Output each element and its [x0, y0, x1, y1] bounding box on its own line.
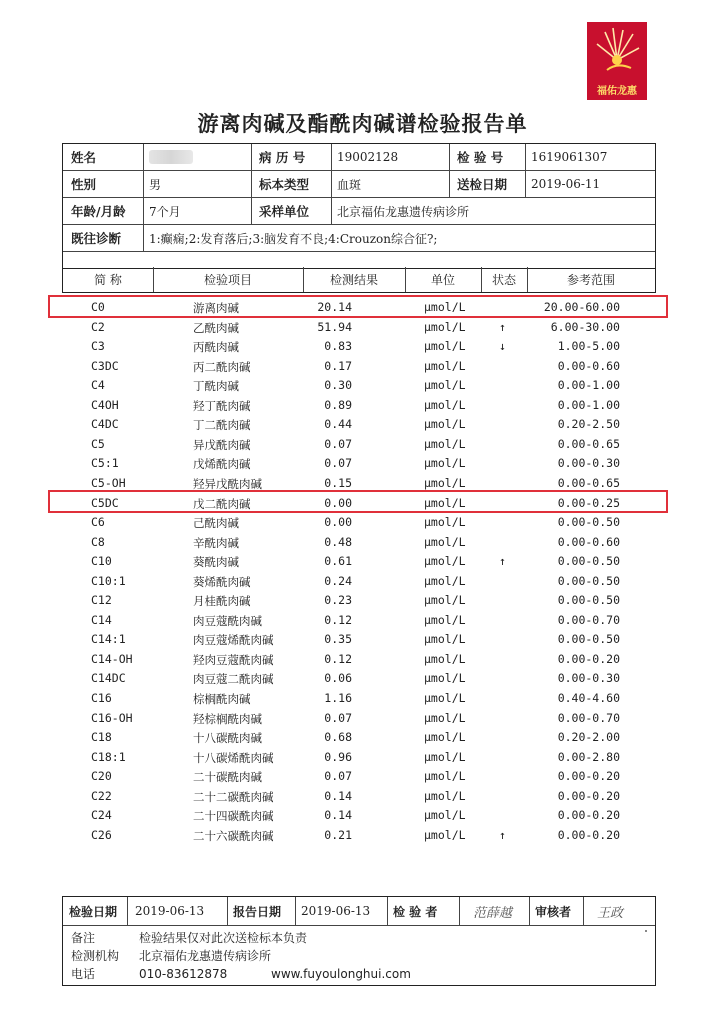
- org-line: [71, 947, 271, 964]
- sample-type-label: 标本类型: [259, 177, 310, 192]
- abbr-cell: C3: [91, 339, 105, 354]
- unit-cell: μmol/L: [424, 691, 466, 705]
- send-date-value: 2019-06-11: [531, 177, 601, 191]
- website: www.fuyoulonghui.com: [271, 967, 411, 981]
- result-row: [62, 533, 654, 553]
- highlight-box-c5dc: [48, 490, 668, 513]
- abbr-cell: C8: [91, 534, 105, 549]
- item-cell: 己酰肉碱: [193, 516, 239, 531]
- result-row: [62, 572, 654, 592]
- item-cell: 异戊酰肉碱: [193, 437, 251, 452]
- test-date-label: 检验日期: [69, 904, 118, 919]
- result-cell: 20.14: [317, 300, 352, 314]
- highlight-box-c0: [48, 295, 668, 318]
- report-title: 游离肉碱及酯酰肉碱谱检验报告单: [197, 112, 528, 136]
- item-cell: 月桂酰肉碱: [193, 594, 251, 609]
- record-value: 19002128: [337, 150, 399, 164]
- range-cell: 0.00-0.20: [557, 808, 620, 823]
- item-cell: 丙二酰肉碱: [193, 359, 251, 374]
- range-cell: 0.00-2.80: [557, 749, 620, 764]
- item-cell: 二十碳酰肉碱: [193, 770, 262, 785]
- range-cell: 0.20-2.50: [557, 417, 620, 432]
- abbr-cell: C6: [91, 515, 105, 530]
- item-cell: 丁酰肉碱: [193, 379, 239, 394]
- unit-value: 北京福佑龙惠遗传病诊所: [337, 204, 470, 219]
- sex-label: 性别: [71, 177, 97, 192]
- record-label: 病 历 号: [259, 150, 306, 165]
- item-cell: 棕榈酰肉碱: [193, 692, 251, 706]
- unit-cell: μmol/L: [424, 319, 466, 334]
- col-unit: 单位: [430, 273, 455, 287]
- results-column-header: [62, 267, 656, 293]
- result-cell: 0.30: [324, 378, 352, 393]
- abbr-cell: C5:1: [91, 456, 119, 471]
- result-row: [62, 650, 654, 670]
- abbr-cell: C5: [91, 436, 105, 451]
- result-row: [62, 513, 654, 533]
- unit-cell: μmol/L: [424, 769, 466, 784]
- result-row: [62, 611, 654, 631]
- info-row-1: [63, 144, 655, 171]
- unit-cell: μmol/L: [424, 651, 466, 666]
- test-no-value: 1619061307: [531, 150, 608, 164]
- report-date-label: 报告日期: [233, 904, 282, 919]
- item-cell: 丙酰肉碱: [193, 340, 239, 355]
- item-cell: 羟丁酰肉碱: [193, 398, 251, 413]
- unit-cell: μmol/L: [424, 456, 466, 471]
- range-cell: 6.00-30.00: [550, 319, 620, 334]
- result-row: [62, 767, 654, 787]
- phone-label: 电话: [71, 967, 96, 981]
- item-cell: 戊二酰肉碱: [193, 496, 251, 511]
- range-cell: 0.00-0.20: [557, 788, 620, 803]
- abbr-cell: C22: [91, 788, 112, 803]
- item-cell: 二十六碳酰肉碱: [193, 828, 274, 843]
- result-cell: 0.24: [324, 573, 352, 588]
- abbr-cell: C16: [91, 691, 112, 705]
- result-cell: 0.21: [324, 827, 352, 842]
- abbr-cell: C5DC: [91, 495, 119, 510]
- col-item: 检验项目: [203, 273, 252, 287]
- sample-type-value: 血斑: [337, 177, 362, 192]
- item-cell: 游离肉碱: [193, 301, 239, 315]
- send-date-label: 送检日期: [457, 177, 508, 192]
- result-cell: 0.96: [324, 749, 352, 764]
- unit-label: 采样单位: [259, 204, 310, 219]
- status-cell: ↑: [499, 319, 506, 334]
- range-cell: 20.00-60.00: [543, 300, 620, 314]
- logo-text: 福佑龙惠: [597, 86, 637, 97]
- item-cell: 肉豆蔻烯酰肉碱: [193, 633, 274, 648]
- result-row: [62, 376, 654, 396]
- result-row: [62, 709, 654, 729]
- result-cell: 0.07: [324, 456, 352, 471]
- result-cell: 0.89: [324, 397, 352, 412]
- abbr-cell: C26: [91, 827, 112, 842]
- result-row: [62, 826, 654, 846]
- item-cell: 肉豆蔻二酰肉碱: [193, 672, 274, 687]
- patient-info-table: [62, 143, 656, 269]
- reviewer-signature: 王政: [597, 905, 624, 921]
- range-cell: 0.00-0.65: [557, 475, 620, 490]
- result-row: [62, 748, 654, 768]
- result-cell: 0.44: [324, 417, 352, 432]
- unit-cell: μmol/L: [424, 436, 466, 451]
- diagnosis-value: 1:癫痫;2:发育落后;3:脑发育不良;4:Crouzon综合征?;: [149, 231, 438, 246]
- sex-value: 男: [149, 177, 162, 192]
- result-cell: 0.07: [324, 436, 352, 451]
- range-cell: 0.00-0.60: [557, 534, 620, 549]
- range-cell: 0.00-0.20: [557, 827, 620, 842]
- range-cell: 0.00-0.60: [557, 358, 620, 373]
- result-cell: 0.17: [324, 358, 352, 373]
- report-date-value: 2019-06-13: [301, 904, 371, 918]
- phone-value: 010-83612878: [139, 967, 228, 981]
- range-cell: 0.00-0.30: [557, 456, 620, 471]
- unit-cell: μmol/L: [424, 827, 466, 842]
- unit-cell: μmol/L: [424, 632, 466, 647]
- range-cell: 0.00-0.65: [557, 436, 620, 451]
- org-value: 北京福佑龙惠遗传病诊所: [139, 949, 272, 963]
- unit-cell: μmol/L: [424, 808, 466, 823]
- name-label: 姓名: [71, 150, 97, 165]
- abbr-cell: C24: [91, 808, 112, 823]
- range-cell: 0.00-0.20: [557, 651, 620, 666]
- result-row: [62, 689, 654, 709]
- item-cell: 乙酰肉碱: [193, 320, 239, 335]
- abbr-cell: C12: [91, 593, 112, 608]
- result-cell: 0.07: [324, 710, 352, 725]
- result-cell: 0.14: [324, 808, 352, 823]
- item-cell: 二十四碳酰肉碱: [193, 809, 274, 824]
- unit-cell: μmol/L: [424, 339, 466, 354]
- age-value: 7个月: [149, 204, 181, 219]
- col-range: 参考范围: [566, 273, 615, 287]
- result-row: [62, 357, 654, 377]
- unit-cell: μmol/L: [424, 358, 466, 373]
- range-cell: 0.40-4.60: [557, 691, 620, 705]
- result-row: [62, 630, 654, 650]
- clinic-logo: [587, 22, 647, 100]
- unit-cell: μmol/L: [424, 554, 466, 569]
- abbr-cell: C14DC: [91, 671, 126, 686]
- item-cell: 肉豆蔻酰肉碱: [193, 613, 262, 628]
- result-cell: 0.61: [324, 554, 352, 569]
- result-row: [62, 591, 654, 611]
- result-row: [62, 454, 654, 474]
- range-cell: 0.00-0.20: [557, 769, 620, 784]
- org-label: 检测机构: [71, 949, 120, 963]
- unit-cell: μmol/L: [424, 671, 466, 686]
- note-line: [71, 929, 307, 946]
- unit-cell: μmol/L: [424, 612, 466, 627]
- abbr-cell: C14:1: [91, 632, 126, 647]
- range-cell: 0.00-0.25: [557, 495, 620, 510]
- test-date-value: 2019-06-13: [135, 904, 205, 918]
- abbr-cell: C0: [91, 300, 105, 314]
- unit-cell: μmol/L: [424, 417, 466, 432]
- result-cell: 0.35: [324, 632, 352, 647]
- test-no-label: 检 验 号: [457, 150, 504, 165]
- info-row-4: [63, 225, 655, 252]
- result-cell: 0.06: [324, 671, 352, 686]
- unit-cell: μmol/L: [424, 593, 466, 608]
- range-cell: 0.00-0.30: [557, 671, 620, 686]
- abbr-cell: C4: [91, 378, 105, 393]
- result-row: [62, 396, 654, 416]
- item-cell: 葵烯酰肉碱: [193, 574, 251, 589]
- range-cell: 0.00-0.50: [557, 515, 620, 530]
- range-cell: 1.00-5.00: [557, 339, 620, 354]
- result-cell: 1.16: [324, 691, 352, 705]
- abbr-cell: C3DC: [91, 358, 119, 373]
- col-abbr: 简 称: [94, 273, 122, 287]
- info-row-3: [63, 198, 655, 225]
- col-result: 检测结果: [329, 273, 378, 287]
- abbr-cell: C5-OH: [91, 475, 126, 490]
- item-cell: 羟异戊酰肉碱: [193, 476, 262, 491]
- range-cell: 0.00-0.70: [557, 710, 620, 725]
- col-status: 状态: [491, 273, 516, 287]
- result-row: [62, 806, 654, 826]
- footer-sign-row: [63, 897, 655, 926]
- unit-cell: μmol/L: [424, 788, 466, 803]
- phone-line: [71, 965, 411, 982]
- name-value: [143, 144, 249, 170]
- item-cell: 丁二酰肉碱: [193, 418, 251, 433]
- range-cell: 0.00-0.50: [557, 573, 620, 588]
- range-cell: 0.00-1.00: [557, 397, 620, 412]
- unit-cell: μmol/L: [424, 300, 466, 314]
- result-cell: 0.00: [324, 515, 352, 530]
- abbr-cell: C10: [91, 554, 112, 569]
- status-cell: ↓: [499, 339, 506, 354]
- abbr-cell: C10:1: [91, 573, 126, 588]
- abbr-cell: C18: [91, 730, 112, 745]
- diagnosis-label: 既往诊断: [71, 231, 122, 246]
- result-cell: 0.48: [324, 534, 352, 549]
- unit-cell: μmol/L: [424, 749, 466, 764]
- item-cell: 羟肉豆蔻酰肉碱: [193, 652, 274, 667]
- item-cell: 辛酰肉碱: [193, 535, 239, 550]
- unit-cell: μmol/L: [424, 730, 466, 745]
- result-cell: 0.07: [324, 769, 352, 784]
- abbr-cell: C20: [91, 769, 112, 784]
- note-label: 备注: [71, 931, 96, 945]
- report-footer: [62, 896, 656, 986]
- flower-emblem-icon: [587, 22, 647, 82]
- result-row: [62, 435, 654, 455]
- tester-signature: 范薛越: [473, 905, 513, 921]
- result-row: [62, 415, 654, 435]
- scan-dot: [645, 930, 647, 932]
- item-cell: 戊烯酰肉碱: [193, 457, 251, 472]
- status-cell: ↑: [499, 827, 506, 842]
- abbr-cell: C16-OH: [91, 710, 133, 725]
- abbr-cell: C4OH: [91, 397, 119, 412]
- result-row: [62, 728, 654, 748]
- result-cell: 0.68: [324, 730, 352, 745]
- reviewer-label: 审核者: [535, 904, 572, 919]
- result-cell: 51.94: [317, 319, 352, 334]
- result-row: [62, 787, 654, 807]
- unit-cell: μmol/L: [424, 515, 466, 530]
- result-row: [62, 318, 654, 338]
- note-value: 检验结果仅对此次送检标本负责: [139, 931, 308, 945]
- abbr-cell: C18:1: [91, 749, 126, 764]
- unit-cell: μmol/L: [424, 710, 466, 725]
- unit-cell: μmol/L: [424, 397, 466, 412]
- unit-cell: μmol/L: [424, 378, 466, 393]
- unit-cell: μmol/L: [424, 534, 466, 549]
- tester-label: 检 验 者: [393, 904, 438, 919]
- range-cell: 0.00-0.50: [557, 632, 620, 647]
- age-label: 年龄/月龄: [71, 204, 126, 219]
- range-cell: 0.00-0.50: [557, 593, 620, 608]
- range-cell: 0.00-0.70: [557, 612, 620, 627]
- range-cell: 0.20-2.00: [557, 730, 620, 745]
- unit-cell: μmol/L: [424, 495, 466, 510]
- result-cell: 0.00: [324, 495, 352, 510]
- result-cell: 0.83: [324, 339, 352, 354]
- name-redacted: [149, 150, 193, 164]
- result-row: [62, 552, 654, 572]
- abbr-cell: C14: [91, 612, 112, 627]
- info-row-2: [63, 171, 655, 198]
- result-cell: 0.12: [324, 612, 352, 627]
- abbr-cell: C14-OH: [91, 651, 133, 666]
- unit-cell: μmol/L: [424, 475, 466, 490]
- result-cell: 0.14: [324, 788, 352, 803]
- unit-cell: μmol/L: [424, 573, 466, 588]
- abbr-cell: C2: [91, 319, 105, 334]
- result-row: [62, 337, 654, 357]
- item-cell: 葵酰肉碱: [193, 555, 239, 570]
- result-row: [62, 669, 654, 689]
- result-cell: 0.23: [324, 593, 352, 608]
- item-cell: 十八碳烯酰肉碱: [193, 750, 274, 765]
- item-cell: 十八碳酰肉碱: [193, 731, 262, 746]
- abbr-cell: C4DC: [91, 417, 119, 432]
- result-cell: 0.15: [324, 475, 352, 490]
- status-cell: ↑: [499, 554, 506, 569]
- range-cell: 0.00-1.00: [557, 378, 620, 393]
- item-cell: 羟棕榈酰肉碱: [193, 711, 262, 726]
- item-cell: 二十二碳酰肉碱: [193, 789, 274, 804]
- range-cell: 0.00-0.50: [557, 554, 620, 569]
- result-cell: 0.12: [324, 651, 352, 666]
